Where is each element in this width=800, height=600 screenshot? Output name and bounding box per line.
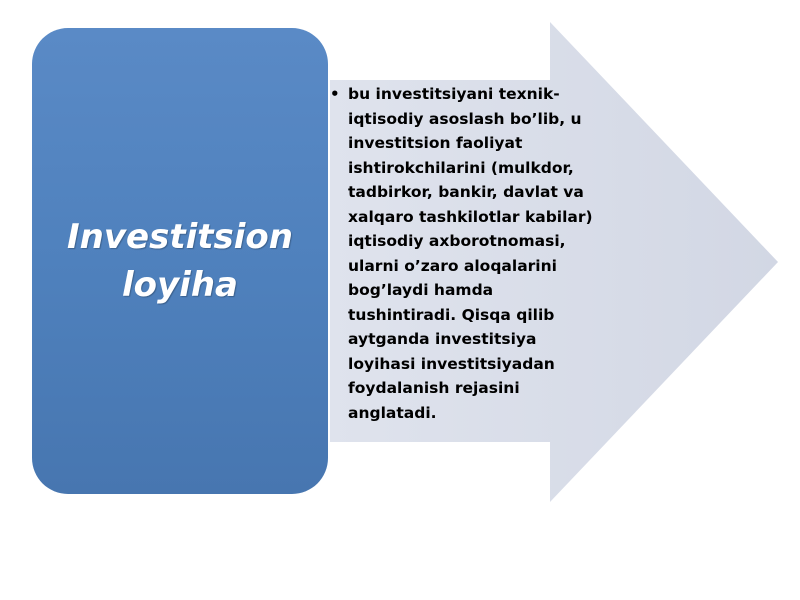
bullet-point: • [330,85,340,103]
title-text: Investitsion loyiha [67,217,293,305]
description-block [330,82,620,425]
description-text: bu investitsiyani texnik- iqtisodiy asoslash bo’lib, u investitsion faoliyat ishtirokchilarini (mulkdor, tadbirkor, bankir, davlat va xalqaro tashkilotlar kabilar) iqtisodiy axborotnomasi, ularni o’zaro aloqalarini bog’laydi hamda tushintiradi. Qisqa qilib aytganda investitsiya loyihasi investitsiyadan foydalanish rejasini anglatadi. [348,85,593,422]
title-box [32,28,328,494]
